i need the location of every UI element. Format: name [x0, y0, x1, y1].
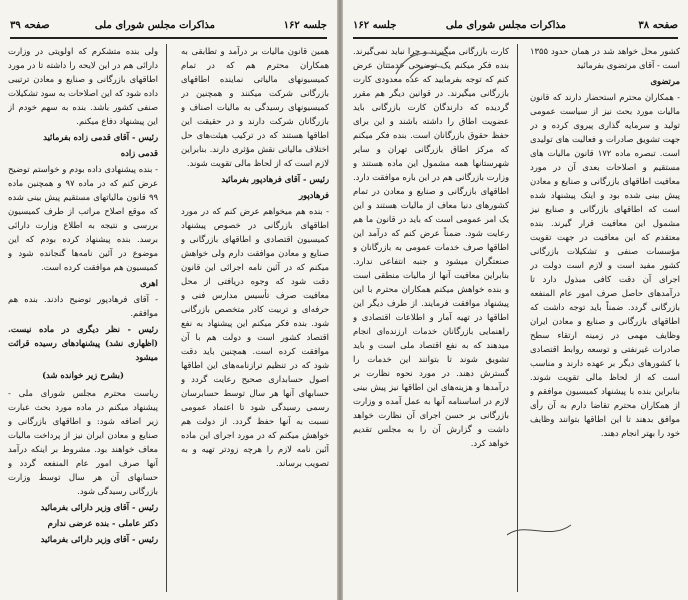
speaker-line: دکتر عاملی - بنده عرضی ندارم — [47, 518, 158, 528]
left-page-number: صفحه ۳۹ — [10, 20, 50, 31]
left-journal-title: مذاکرات مجلس شورای ملی — [94, 20, 215, 31]
speaker-line: رئیس - آقای وزیر دارائی بفرمائید — [40, 502, 158, 512]
right-page-column-right — [530, 44, 680, 592]
right-header-rule — [353, 37, 678, 39]
speaker-line: رئیس - آقای فرهادپور بفرمائید — [221, 174, 329, 184]
section-note: (بشرح زیر خوانده شد) — [42, 370, 124, 380]
paragraph: ریاست محترم مجلس شورای ملی - پیشنهاد میکنم در ماده مورد بحث عبارت زیر اضافه شود: و اطاقهای بازرگانی و صنایع و معادن ایران نیز از پرداخت مالیات معاف خواهند بود. مشروط بر اینکه درآمد آنها صرف امور عام المنفعه گردد و حسابهای آن هر سال توسط وزارت بازرگانی رسیدگی شود. — [8, 388, 158, 496]
right-session-label: جلسه ۱۶۲ — [353, 20, 397, 31]
left-page-column-left — [8, 44, 158, 592]
speaker-line: فرهادپور — [298, 190, 329, 200]
paragraph: - بنده پیشنهادی داده بودم و خواستم توضیح عرض کنم که در ماده ۹۷ و همچنین ماده ۹۹ قانون مالیاتهای مستقیم پیش بینی شده که موقع اصلاح مراتب از طرف کمیسیون بررسی و نتیجه به اطلاع وزارت دارائی برسد. بنده پیشنهاد کرده بودم که این موضوع در آئین نامه‌ها گنجانده شود و کمیسیون هم موافقت کرده است. — [8, 164, 158, 272]
speaker-line: اهری — [140, 278, 158, 288]
right-journal-title: مذاکرات مجلس شورای ملی — [445, 20, 566, 31]
paragraph: - همکاران محترم استحضار دارند که قانون مالیات مورد بحث نیز از سیاست عمومی تولید و سرمایه گذاری پیروی کرده و در جهت تشویق صادرات و فعالیت های تولیدی است. تبصره ماده ۱۷۲ قانون مالیات های مستقیم و اصلاحات بعدی آن در مورد معافیت اطاقهای بازرگانی و صنایع و معادن پیش بینی شده بود و اینک پیشنهاد شده است که اطاقهای بازرگانی و صنایع نیز مشمول این معافیت قرار گیرند. بنده معتقدم که این معافیت در جهت تقویت مؤسسات صنفی و تشکیلات بازرگانی کشور مفید است و لازم است دولت در اجرای آن دقت کافی مبذول دارد تا درآمدهای حاصل صرف امور عام المنفعه بازرگانی گردد. ضمناً باید توجه داشت که اطاقهای بازرگانی و صنایع و معادن ایران وظایف مهمی در زمینه ارتقاء سطح صادرات غیرنفتی و توسعه روابط اقتصادی با کشورهای دیگر بر عهده دارند و مناسب است که از لحاظ مالی تقویت شوند. بنابراین بنده با پیشنهاد کمیسیون موافقم و از همکاران محترم تقاضا دارم به آن رأی موافق بدهند تا این اطاقها بتوانند وظایف خود را بهتر انجام دهند. — [530, 92, 680, 438]
left-page — [0, 0, 337, 600]
left-header-rule — [10, 37, 327, 39]
paragraph: - آقای فرهادپور توضیح دادند. بنده هم موافقم. — [8, 294, 158, 318]
right-column-divider — [517, 44, 518, 592]
right-page-header — [353, 20, 678, 36]
paragraph: همین قانون مالیات بر درآمد و تطابقی به همکاران محترم هم که در تمام کمیسیونهای مالیاتی نماینده اطاقهای بازرگانی شرکت میکنند و همچنین در کمیسیونهای رسیدگی به مالیات اصناف و بازرگانان شرکت دارند و در حقیقت این اطاقها هستند که در ترکیب هیئت‌های حل اختلاف مالیاتی نقش مؤثری دارند. بنابراین لازم است که از لحاظ مالی تقویت شوند. — [181, 46, 329, 168]
speaker-line: مرتضوی — [650, 76, 680, 86]
speaker-line: رئیس - آقای وزیر دارائی بفرمائید — [40, 534, 158, 544]
paragraph: کشور محل خواهد شد در همان حدود ۱۳۵۵ است - آقای مرتضوی بفرمائید — [530, 46, 680, 70]
right-page-number: صفحه ۳۸ — [638, 20, 678, 31]
paragraph: کارت بازرگانی میگیرند و چرا نباید نمی‌گیرند. بنده فکر میکنم یک توضیحی خدمتتان عرض کنم که توجه بفرمایید که عده معدودی کارت بازرگانی میگیرند. در قوانین دیگر هم مقرر گردیده که دارندگان کارت بازرگانی باید عضویت اطاق را داشته باشند و این برای حفظ حقوق بازرگانان است. بنده فکر میکنم که مرکز اطاق بازرگانی تهران و سایر شهرستانها همه مشمول این ماده هستند و وزارت بازرگانی هم در این باره موافقت دارد. اطاقهای بازرگانی و صنایع و معادن در تمام کشورهای دنیا معاف از مالیات هستند و این یک امر عمومی است که باید در قانون ما هم رعایت شود. ضمناً عرض کنم که درآمد این اطاقها صرف خدمات عمومی به بازرگانان و صنعتگران میشود و جنبه انتفاعی ندارد. بنابراین معافیت آنها از مالیات منطقی است و بنده خواهش میکنم همکاران محترم با این پیشنهاد موافقت فرمایند. از طرف دیگر این اطاقها در تهیه آمار و اطلاعات اقتصادی و راهنمایی بازرگانان خدمات ارزنده‌ای انجام میدهند که به نفع اقتصاد ملی است و باید تشویق شوند تا بتوانند این خدمات را گسترش دهند. در مورد نحوه نظارت بر درآمدها و هزینه‌های این اطاقها نیز پیش بینی لازم در اساسنامه آنها به عمل آمده و وزارت بازرگانی بر حسن اجرای آن نظارت خواهد داشت و گزارش آن را به مجلس تقدیم خواهد کرد. — [353, 46, 509, 448]
right-page-column-left — [353, 44, 509, 592]
left-session-label: جلسه ۱۶۲ — [283, 20, 327, 31]
speaker-line: رئیس - آقای قدمی زاده بفرمائید — [43, 132, 158, 142]
paragraph: ولی بنده متشکرم که اولویتی در وزارت دارائی هم در این لایحه را داشته تا در مورد اطاقهای بازرگانی و صنایع و معادن ترتیبی داده شود که این اصلاحات به سود تشکیلات صنفی کشور باشد. بنده به سهم خودم از این پیشنهاد دفاع میکنم. — [8, 46, 158, 126]
left-column-divider — [166, 44, 167, 592]
speaker-line: قدمی زاده — [120, 148, 158, 158]
speaker-line: رئیس - نظر دیگری در ماده نیست. (اظهاری نشد) پیشنهادهای رسیده قرائت میشود — [8, 324, 158, 362]
paragraph: - بنده هم میخواهم عرض کنم که در مورد اطاقهای بازرگانی در خصوص پیشنهاد کمیسیون اقتصادی و اطاقهای بازرگانی و صنایع و معادن موافقت دارم ولی خواهش میکنم که در آئین نامه اجرائی این قانون دقت شود که وجوه دریافتی از محل معافیت صرف تأسیس مدارس فنی و حرفه‌ای و تربیت کادر متخصص بازرگانی شود. بنده فکر میکنم این پیشنهاد به نفع اقتصاد کشور است و دولت هم با آن موافقت کرده است. همچنین باید دقت شود که در تنظیم ترازنامه‌های این اطاقها اصول حسابداری صحیح رعایت گردد و حسابهای آنها هر سال توسط حسابرسان رسمی رسیدگی شود تا اعتماد عمومی نسبت به آنها حفظ گردد. از دولت هم خواهش میکنم که در مورد اجرای این ماده آئین نامه لازم را هرچه زودتر تهیه و به تصویب برساند. — [181, 206, 329, 468]
left-page-header — [10, 20, 327, 36]
right-page — [343, 0, 688, 600]
left-page-column-right — [181, 44, 329, 592]
